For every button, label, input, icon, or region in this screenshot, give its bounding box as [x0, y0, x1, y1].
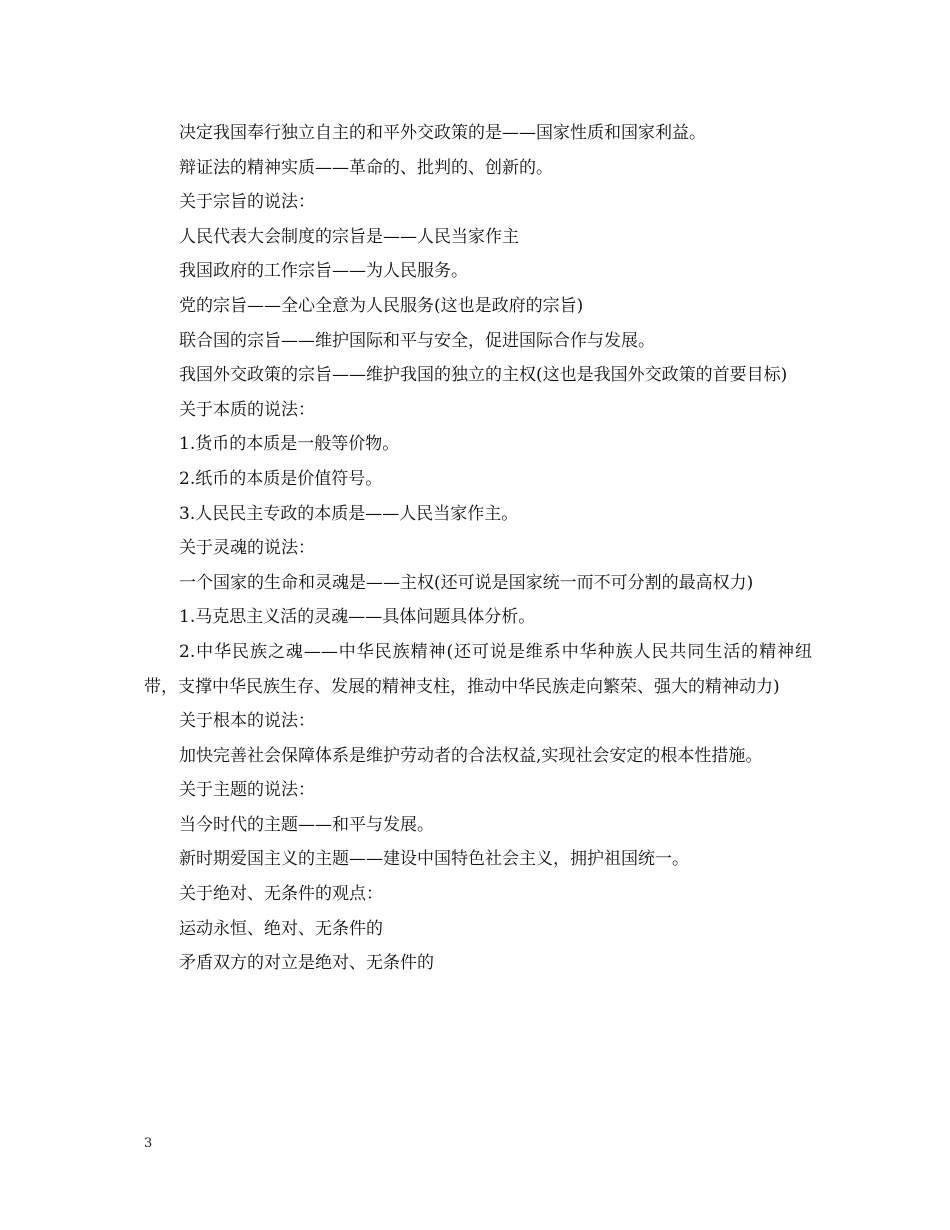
paragraph: 1.马克思主义活的灵魂——具体问题具体分析。 [179, 607, 536, 628]
paragraph: 2.纸币的本质是价值符号。 [179, 468, 383, 489]
paragraph: 联合国的宗旨——维护国际和平与安全，促进国际合作与发展。 [179, 330, 655, 351]
paragraph: 党的宗旨——全心全意为人民服务(这也是政府的宗旨) [179, 295, 584, 316]
section-heading: 关于本质的说法： [179, 399, 315, 420]
paragraph: 新时期爱国主义的主题——建设中国特色社会主义，拥护祖国统一。 [179, 849, 689, 870]
section-heading: 关于绝对、无条件的观点： [179, 884, 383, 905]
paragraph: 1.货币的本质是一般等价物。 [179, 434, 400, 455]
paragraph: 一个国家的生命和灵魂是——主权(还可说是国家统一而不可分割的最高权力) [179, 572, 754, 593]
section-heading: 关于主题的说法： [179, 780, 315, 801]
section-heading: 关于根本的说法： [179, 711, 315, 732]
section-heading: 关于灵魂的说法： [179, 538, 315, 559]
paragraph: 辩证法的精神实质——革命的、批判的、创新的。 [179, 157, 553, 178]
paragraph: 矛盾双方的对立是绝对、无条件的 [179, 953, 434, 974]
paragraph: 运动永恒、绝对、无条件的 [179, 918, 383, 939]
paragraph: 我国政府的工作宗旨——为人民服务。 [179, 261, 468, 282]
paragraph: 人民代表大会制度的宗旨是——人民当家作主 [179, 226, 519, 247]
paragraph: 3.人民民主专政的本质是——人民当家作主。 [179, 503, 519, 524]
page-number: 3 [144, 1136, 153, 1151]
paragraph: 决定我国奉行独立自主的和平外交政策的是——国家性质和国家利益。 [179, 123, 706, 143]
paragraph: 我国外交政策的宗旨——维护我国的独立的主权(这也是我国外交政策的首要目标) [179, 365, 788, 386]
document-body [144, 116, 812, 981]
paragraph: 2.中华民族之魂——中华民族精神(还可说是维系中华种族人民共同生活的精神纽带，支撑中华民族生存、发展的精神支柱，推动中华民族走向繁荣、强大的精神动力) [144, 641, 812, 697]
paragraph: 加快完善社会保障体系是维护劳动者的合法权益,实现社会安定的根本性措施。 [179, 745, 763, 766]
section-heading: 关于宗旨的说法： [179, 192, 315, 213]
paragraph: 当今时代的主题——和平与发展。 [179, 814, 434, 835]
